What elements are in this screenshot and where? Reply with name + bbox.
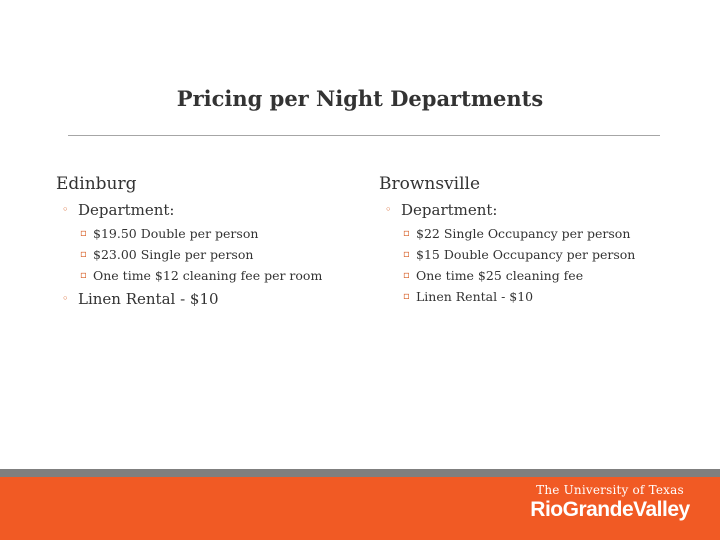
linen-text: Linen Rental - $10	[78, 290, 219, 308]
edinburg-department-item	[56, 200, 336, 220]
edinburg-column	[56, 172, 336, 315]
utrgv-logo	[520, 480, 700, 536]
square-bullet-icon: ▫	[403, 249, 410, 260]
brownsville-column	[379, 172, 669, 310]
square-bullet-icon: ▫	[80, 228, 87, 239]
list-item	[379, 247, 669, 262]
price-text: $15 Double Occupancy per person	[416, 247, 636, 262]
price-text: Linen Rental - $10	[416, 289, 534, 304]
square-bullet-icon: ▫	[403, 228, 410, 239]
brownsville-heading: Brownsville	[379, 174, 481, 194]
edinburg-heading: Edinburg	[56, 174, 137, 194]
square-bullet-icon: ▫	[403, 270, 410, 281]
brownsville-department-item	[379, 200, 669, 220]
list-item	[379, 289, 669, 304]
price-text: $19.50 Double per person	[93, 226, 259, 241]
price-text: One time $25 cleaning fee	[416, 268, 584, 283]
square-bullet-icon: ▫	[80, 249, 87, 260]
square-bullet-icon: ▫	[80, 270, 87, 281]
price-text: $22 Single Occupancy per person	[416, 226, 631, 241]
bullet-icon: ◦	[62, 292, 69, 305]
logo-line-university: The University of Texas	[536, 483, 684, 497]
bullet-icon: ◦	[62, 203, 69, 216]
square-bullet-icon: ▫	[403, 291, 410, 302]
price-text: One time $12 cleaning fee per room	[93, 268, 323, 283]
department-label: Department:	[78, 201, 175, 219]
edinburg-linen-item	[56, 289, 336, 309]
price-text: $23.00 Single per person	[93, 247, 254, 262]
list-item	[56, 247, 336, 262]
slide-title: Pricing per Night Departments	[176, 86, 544, 111]
list-item	[379, 226, 669, 241]
department-label: Department:	[401, 201, 498, 219]
footer-gray-bar	[0, 469, 720, 477]
list-item	[56, 226, 336, 241]
bullet-icon: ◦	[385, 203, 392, 216]
title-divider	[68, 135, 660, 136]
list-item	[379, 268, 669, 283]
list-item	[56, 268, 336, 283]
logo-line-rgv: RioGrandeValley	[530, 498, 690, 521]
